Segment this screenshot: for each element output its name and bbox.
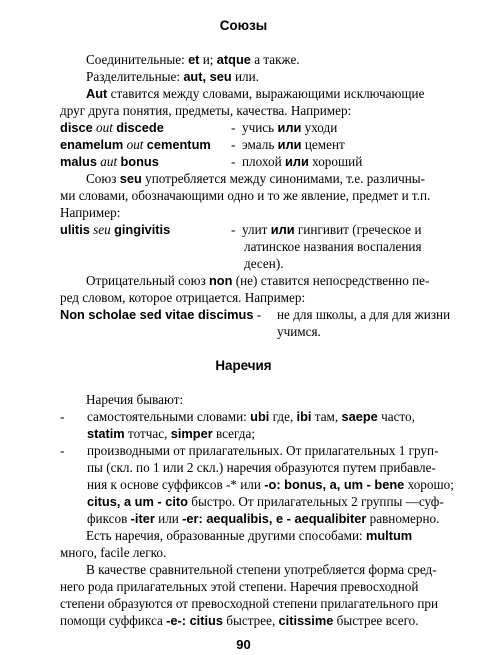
non-example-translation-line2: учимся.: [277, 324, 321, 339]
comparative-line3: степени образуются от превосходной степени прилагательного при: [60, 596, 439, 611]
bullet2-line2: пы (скл. по 1 или 2 скл.) наречия образуются путем прибавле-: [87, 460, 436, 475]
other-paragraph-line1: Есть наречия, образованные другими способами: multum: [86, 528, 413, 543]
section-title-adverbs: [0, 357, 487, 374]
bullet2-line3: ния к основе суффиксов -* или -o: bonus, a, um - bene хорошо;: [87, 477, 454, 492]
page-number: 90: [236, 637, 251, 652]
other-paragraph-line2: много, facile легко.: [60, 545, 167, 560]
seu-paragraph-line1: Союз seu употребляется между синонимами, т.е. различны-: [86, 171, 426, 186]
seu-paragraph-line2: ми словами, обозначающими одно и то же явление, предмет и т.п.: [60, 188, 431, 203]
ulitis-example-latin: ulitis seu gingivitis: [60, 222, 171, 237]
ulitis-example-translation: - улит или гингивит (греческое и: [231, 222, 422, 237]
seu-paragraph-line3: Например:: [60, 205, 121, 220]
bullet-dash: -: [60, 443, 65, 458]
connective-line: Соединительные: et и; atque а также.: [86, 52, 300, 67]
bullet1-line2: statim тотчас, simper всегда;: [87, 426, 255, 441]
non-paragraph-line2: ред словом, которое отрицается. Например:: [60, 290, 306, 305]
page: Союзы Соединительные: et и; atque а также. Разделительные: aut, seu или. Aut ставится между словами, выражающими исключающие друг друга понятия, предметы, качества. Например: disce out discede - учись или уходи enamelum out cementum - эмаль или цемент malus aut bonus - плохой или хороший Союз seu употребляется между синонимами, т.е. различны- ми словами, обозначающими одно и то же явление, предмет и т.п. Например: ulitis seu gingivitis - улит или гингивит (греческое и латинское названия воспаления десен). Отрицательный союз non (не) ставится непосредственно пе- ред словом, которое отрицается. Например: Non scholae sed vitae discimus - не для школы, а для для жизни учимся. Наречия Наречия бывают: - самостоятельными словами: ubi где, ibi там, saepe часто, statim тотчас, simper всегда; - производными от прилагательных. От прилагательных 1 груп- пы (скл. по 1 или 2 скл.) наречия образуются путем прибавле- ния к основе суффиксов -* или -o: bonus, a, um - bene хорошо; citus, a um - cito быстро. От прилагательных 2 группы —суф- фиксов -iter или -er: aequalibis, e - aequalibiter равномерно. Есть наречия, образованные другими способами: multum много, facile легко. В качестве сравнительной степени употребляется форма сред- него рода прилагательных этой степени. Наречия превосходной степени образуются от превосходной степени прилагательного при помощи суффикса -e-: citius быстрее, citissime быстрее всего. 90: [0, 0, 487, 655]
bullet2-line4: citus, a um - cito быстро. От прилагательных 2 группы —суф-: [87, 494, 444, 509]
comparative-line1: В качестве сравнительной степени употребляется форма сред-: [86, 562, 437, 577]
disjunctive-line: Разделительные: aut, seu или.: [86, 69, 259, 84]
bullet2-line1: производными от прилагательных. От прилагательных 1 груп-: [87, 443, 439, 458]
non-example-translation: не для школы, а для для жизни: [277, 307, 451, 322]
adverbs-intro: Наречия бывают:: [86, 392, 184, 407]
aut-paragraph-line2: друг друга понятия, предметы, качества. Например:: [60, 103, 352, 118]
bullet-dash: -: [60, 409, 65, 424]
ulitis-translation-line2: латинское названия воспаления: [244, 239, 422, 254]
non-example-latin: Non scholae sed vitae discimus -: [60, 307, 262, 322]
bullet2-line5: фиксов -iter или -er: aequalibis, e - aequalibiter равномерно.: [87, 511, 440, 526]
non-paragraph-line1: Отрицательный союз non (не) ставится непосредственно пе-: [86, 273, 430, 288]
comparative-line4: помощи суффикса -e-: citius быстрее, citissime быстрее всего.: [60, 613, 419, 628]
bullet1-line1: самостоятельными словами: ubi где, ibi там, saepe часто,: [87, 409, 415, 424]
heading-adverbs: Наречия: [215, 358, 272, 373]
comparative-line2: него рода прилагательных этой степени. Наречия превосходной: [60, 579, 419, 594]
heading-conjunctions: Союзы: [219, 18, 268, 33]
aut-paragraph-line1: Aut ставится между словами, выражающими исключающие: [86, 86, 425, 101]
ulitis-translation-line3: десен).: [244, 256, 284, 271]
section-title-conjunctions: [0, 17, 487, 34]
